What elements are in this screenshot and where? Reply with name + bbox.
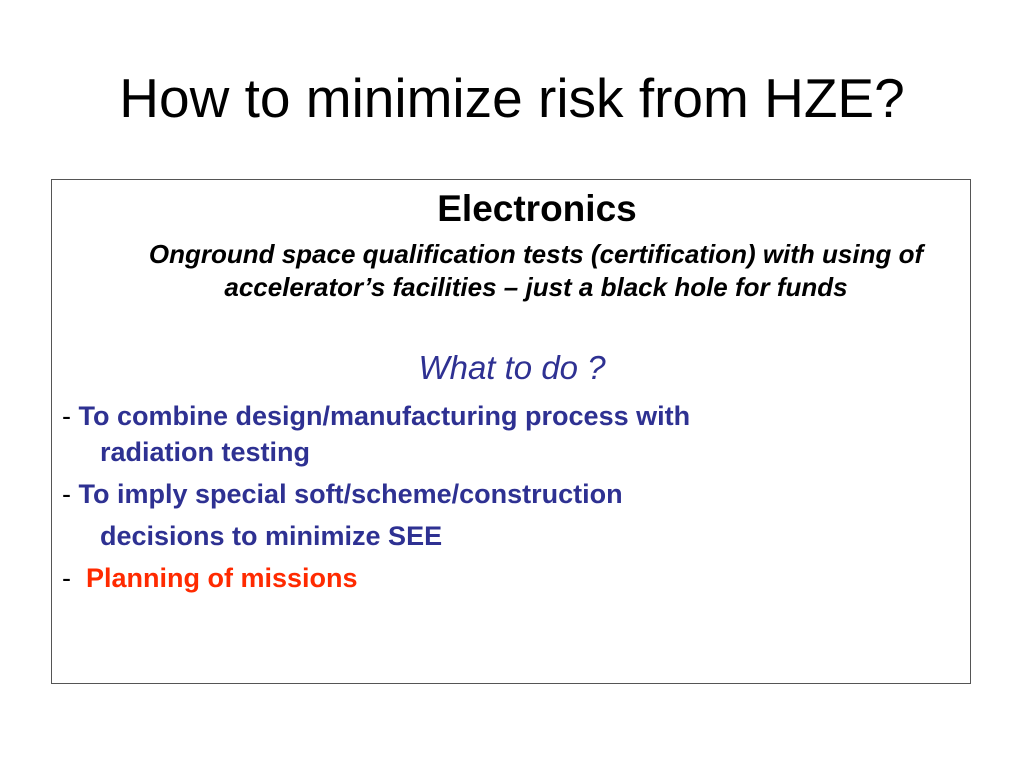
- slide-title: How to minimize risk from HZE?: [119, 67, 905, 129]
- bullet-text-line1: To combine design/manufacturing process with: [78, 401, 691, 431]
- bullet-item: [62, 560, 942, 596]
- bullet-item: [62, 476, 942, 554]
- bullet-text-line2: radiation testing: [100, 437, 311, 467]
- bullet-text-line2: decisions to minimize SEE: [100, 521, 443, 551]
- bullet-text-line1: Planning of missions: [86, 563, 358, 593]
- question-text: What to do ?: [418, 349, 606, 386]
- bullet-text-line1: To imply special soft/scheme/construction: [78, 479, 623, 509]
- bullet-list: [62, 398, 942, 602]
- bullet-item: [62, 398, 942, 470]
- bullet-dash: -: [62, 479, 71, 509]
- bullet-dash: -: [62, 563, 71, 593]
- section-heading: Electronics: [437, 188, 637, 229]
- bullet-dash: -: [62, 401, 71, 431]
- intro-text: Onground space qualification tests (certification) with using of accelerator’s facilities – just a black hole for funds: [148, 239, 924, 302]
- content-box: [51, 179, 971, 684]
